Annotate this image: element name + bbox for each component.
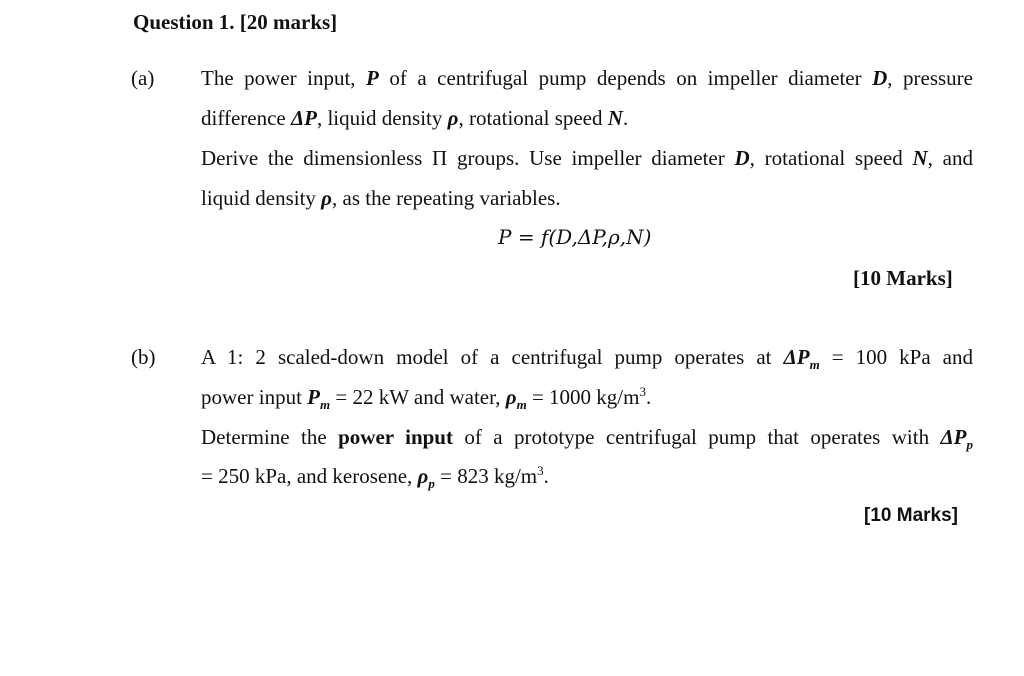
text-fragment: , liquid density [316,106,448,130]
text-fragment: A 1: 2 scaled-down model of a centrifugal pump operates at [201,345,784,369]
text-fragment: of a prototype centrifugal pump that operates with [452,425,941,449]
symbol-speed: N [912,146,928,170]
text-fragment: = 22 kW and water, [330,385,506,409]
superscript-3: 3 [639,384,646,399]
symbol-delta-p: ΔP [290,106,317,130]
text-fragment: difference [201,106,291,130]
symbol-rho: ρ [321,186,332,210]
text-fragment: = 250 kPa, and kerosene, [201,464,418,488]
symbol-rho: ρ [417,464,429,488]
text-fragment: , rotational speed [458,106,608,130]
part-b-line-2 [201,383,651,411]
part-a-line-3 [201,144,973,172]
symbol-diameter: D [872,66,888,90]
text-fragment: Derive the dimensionless Π groups. Use impeller diameter [201,146,735,170]
superscript-3: 3 [537,463,544,478]
bold-phrase: power input [338,425,453,449]
part-a-marks: [10 Marks] [853,266,953,290]
question-heading: Question 1. [20 marks] [133,10,338,34]
text-fragment: = 823 kg/m [434,464,538,488]
subscript-p: p [428,476,435,492]
part-b-line-4 [201,462,549,490]
part-b-marks: [10 Marks] [864,505,958,526]
text-fragment: power input [201,385,308,409]
symbol-rho: ρ [505,385,517,409]
part-a-line-2 [201,104,628,132]
text-fragment: , pressure [887,66,973,90]
text-fragment: The power input, [201,66,367,90]
text-fragment: . [543,464,549,488]
text-fragment: . [645,385,652,409]
text-fragment: = 100 kPa and [819,345,973,369]
subscript-m: m [809,357,820,373]
symbol-delta-p: ΔP [940,425,967,449]
part-a-line-4 [201,184,561,212]
symbol-power: P [366,66,379,90]
symbol-diameter: D [734,146,750,170]
text-fragment: , as the repeating variables. [332,186,561,210]
symbol-power: P [307,385,320,409]
subscript-m: m [516,397,527,413]
part-b-label: (b) [131,345,156,369]
text-fragment: , and [927,146,973,170]
text-fragment: Determine the [201,425,339,449]
subscript-m: m [319,397,331,413]
functional-equation: P = f(D,ΔP,ρ,N) [498,225,652,249]
symbol-delta-p: ΔP [783,345,810,369]
text-fragment: liquid density [201,186,322,210]
part-b-line-3 [201,423,973,451]
part-a-label: (a) [131,66,155,90]
part-b-line-1 [201,343,973,371]
subscript-p: p [966,437,973,453]
text-fragment: . [622,106,629,130]
text-fragment: of a centrifugal pump depends on impeller diameter [378,66,873,90]
text-fragment: , rotational speed [749,146,913,170]
text-fragment: = 1000 kg/m [526,385,640,409]
part-a-line-1 [201,64,973,92]
symbol-speed: N [607,106,623,130]
symbol-rho: ρ [447,106,459,130]
